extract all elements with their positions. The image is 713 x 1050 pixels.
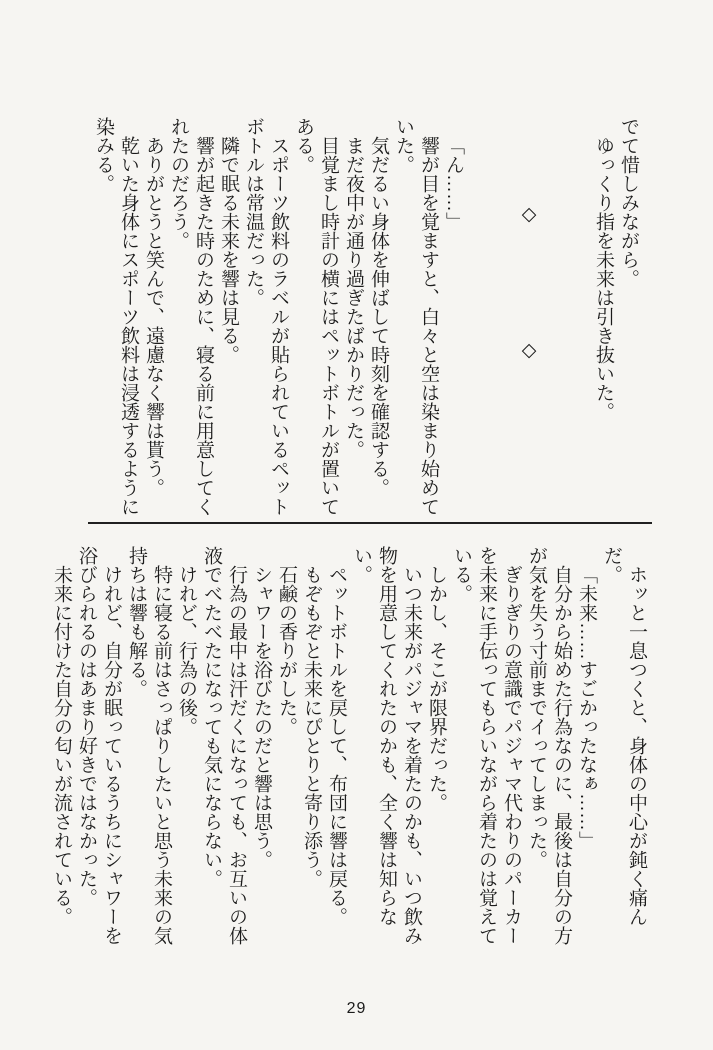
novel-line: シャワーを浴びたのだと響は思う。 bbox=[251, 565, 272, 869]
novel-line: スポーツ飲料のラベルが貼られているペットボトルは常温だった。 bbox=[243, 117, 289, 516]
bottom-text-block bbox=[49, 546, 649, 948]
novel-line: 自分から始めた行為なのに、最後は自分の方が気を失う寸前までイってしまった。 bbox=[526, 546, 572, 945]
novel-line: まだ夜中が通り過ぎたばかりだった。 bbox=[343, 136, 364, 459]
novel-line: ペットボトルを戻して、布団に響は戻る。 bbox=[326, 565, 347, 926]
novel-line: けれど、自分が眠っているうちにシャワーを浴びられるのはあまり好きではなかった。 bbox=[76, 546, 122, 945]
novel-line: 隣で眠る未来を響は見る。 bbox=[218, 136, 239, 364]
novel-line: 「未来……すごかったなぁ……」 bbox=[576, 565, 597, 850]
novel-line: 未来に付けた自分の匂いが流されている。 bbox=[51, 565, 72, 926]
novel-line: ありがとうと笑んで、遠慮なく響は貰う。 bbox=[143, 136, 164, 497]
novel-line: 乾いた身体にスポーツ飲料は浸透するように染みる。 bbox=[93, 117, 139, 516]
novel-line: 特に寝る前はさっぱりしたいと思う未来の気持ちは響も解る。 bbox=[126, 546, 172, 945]
novel-line: でて惜しみながら。 bbox=[618, 117, 639, 288]
novel-line: 「ん……」 bbox=[443, 136, 464, 231]
novel-line: 行為の最中は汗だくになっても、お互いの体液でべたべたになっても気にならない。 bbox=[201, 546, 247, 945]
novel-line: いつ未来がパジャマを着たのかも、いつ飲み物を用意してくれたのかも、全く響は知らない。 bbox=[351, 546, 422, 945]
novel-line: もぞもぞと未来にぴとりと寄り添う。 bbox=[301, 565, 322, 888]
page-number: 29 bbox=[346, 1000, 367, 1017]
novel-line: けれど、行為の後。 bbox=[176, 565, 197, 736]
scene-break-diamonds: ◇ ◇ bbox=[518, 202, 539, 361]
novel-line: 響が起きた時のために、寝る前に用意してくれたのだろう。 bbox=[168, 117, 214, 516]
novel-line: 石鹸の香りがした。 bbox=[276, 565, 297, 736]
section-divider bbox=[88, 522, 652, 524]
novel-line: 響が目を覚ますと、白々と空は染まり始めていた。 bbox=[393, 117, 439, 516]
novel-line: しかし、そこが限界だった。 bbox=[426, 565, 447, 812]
novel-line: 目覚まし時計の横にはペットボトルが置いてある。 bbox=[293, 117, 339, 516]
novel-line: 気だるい身体を伸ばして時刻を確認する。 bbox=[368, 136, 389, 497]
novel-line: ホッと一息つくと、身体の中心が鈍く痛んだ。 bbox=[601, 546, 647, 926]
novel-line: ゆっくり指を未来は引き抜いた。 bbox=[593, 136, 614, 421]
novel-line: ぎりぎりの意識でパジャマ代わりのパーカーを未来に手伝ってもらいながら着たのは覚えている。 bbox=[451, 546, 522, 945]
top-text-block bbox=[91, 117, 641, 519]
